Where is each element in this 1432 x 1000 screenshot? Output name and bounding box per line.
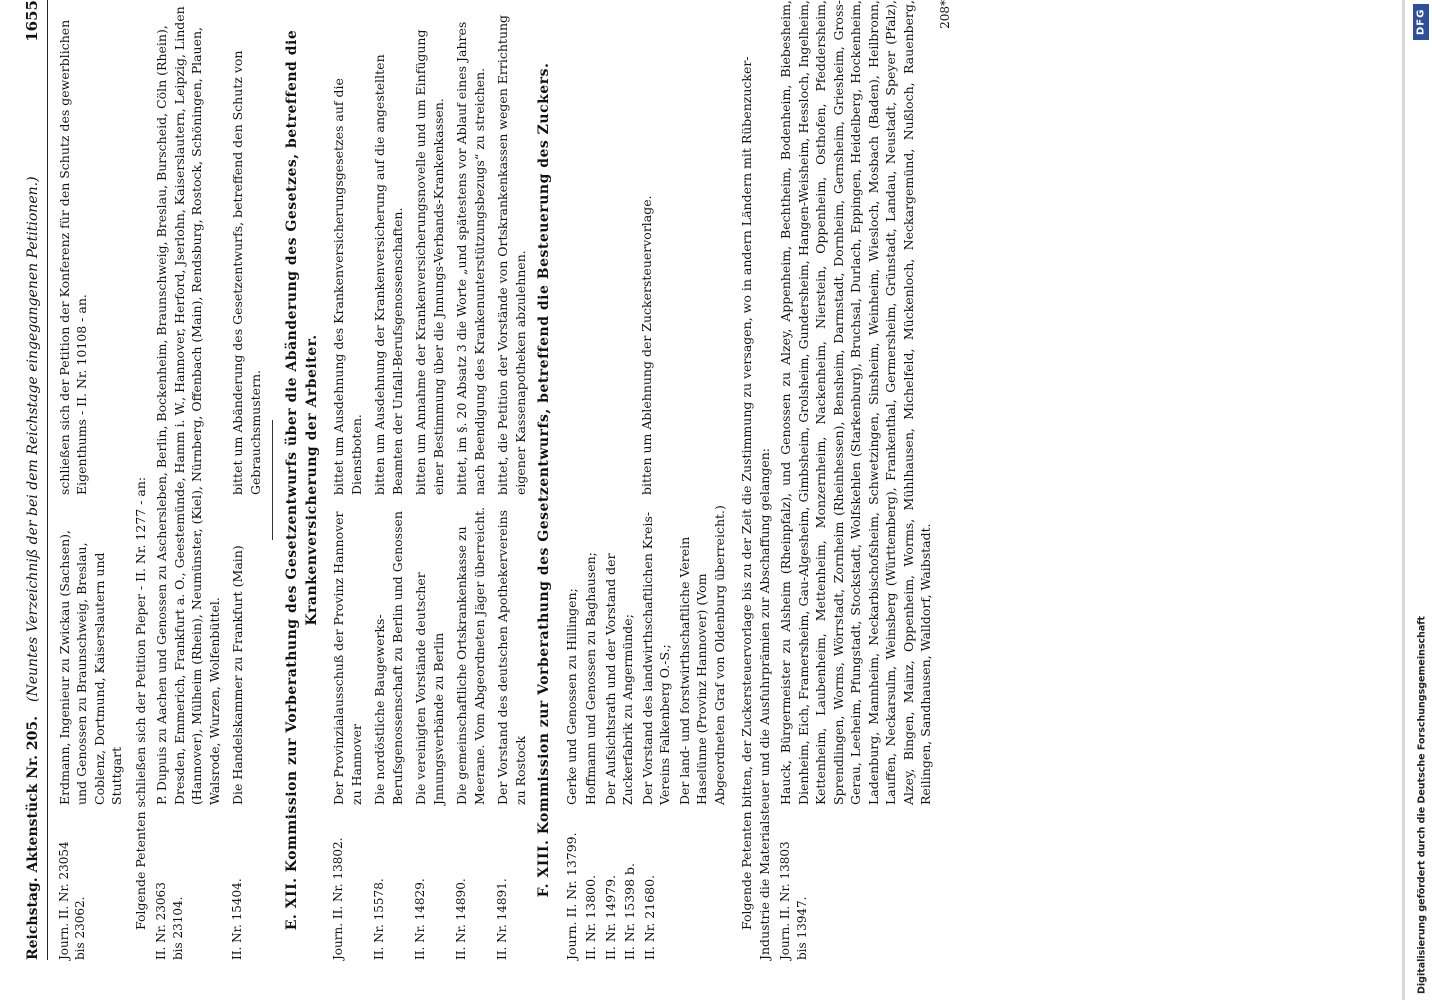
page-number: 1655 xyxy=(23,0,41,42)
journal-reference: II. Nr. 21680. xyxy=(641,874,657,960)
dfg-logo: DFG xyxy=(1413,4,1429,40)
petition-entry xyxy=(453,0,488,960)
petitioner-list xyxy=(563,505,731,805)
petition-request: bittet um Abänderung des Gesetzentwurfs, betreffend den Schutz von Gebrauchsmustern. xyxy=(230,50,263,495)
section-heading-f: F. XIII. Kommission zur Vorberathung des Gesetzentwurfs, betreffend die Besteuerung des Zuckers. xyxy=(536,62,553,898)
group-intro: Folgende Petenten schließen sich der Petition Pieper - II. Nr. 1277 - an: xyxy=(132,476,148,930)
petitioner: Der Vorstand des landwirthschaftlichen Kreis-Vereins Falkenberg O.-S.; xyxy=(639,511,673,805)
petition-request: schließen sich der Petition der Konferenz für den Schutz des gewerblichen Eigenthums - II. Nr. 10108 - an. xyxy=(56,19,90,495)
petitioner: Die vereinigten Vorstände deutscher Jnnungsverbände zu Berlin xyxy=(413,572,446,805)
journal-reference: II. Nr. 13800. xyxy=(583,874,599,960)
scan-edge xyxy=(1402,0,1405,1000)
petition-request: bittet um Ausdehnung des Krankenversicherungsgesetzes auf die Dienstboten. xyxy=(331,78,364,495)
petitioner: Der Provinzialausschuß der Provinz Hannover zu Hannover xyxy=(331,511,364,805)
petitioner: Die Handelskammer zu Frankfurt (Main) xyxy=(230,545,246,805)
journal-reference: Journ. II. Nr. 13802. xyxy=(331,837,346,960)
journal-reference: II. Nr. 14829. xyxy=(413,878,428,960)
petitioner-list: P. Dupuis zu Aachen und Genossen zu Aschersleben, Berlin, Bockenheim, Braunschweig, Breslau, Burscheid, Cöln (Rhein), Dresden, Emmerich, Frankfurt a. O., Geestemünde, Hamm i. W., Hannover, Herford, Jserlohn, Kaiserslautern, Leipzig, Linden (Hannover), Mülheim (Rhein), Neumünster, (Kiel), Nürnberg, Offenbach (Main), Rendsburg, Rostock, Schöningen, Plauen, Walsrode, Wurzen, Wolfenbüttel. xyxy=(154,6,222,805)
journal-reference: II. Nr. 14891. xyxy=(495,878,510,960)
journal-reference: II. Nr. 15404. xyxy=(230,878,245,960)
petitioner: Der Aufsichtsrath und der Vorstand der Zuckerfabrik zu Angermünde; xyxy=(602,553,636,805)
petitioner-list: Hauck, Bürgermeister zu Alsheim (Rheinpfalz), und Genossen zu Alzey, Appenheim, Bechtheim, Bodenheim, Biebesheim, Dienheim, Eich, Framersheim, Gau-Algesheim, Gimbsheim, Grolsheim, Gundersheim, Hangen-Weisheim, Hessloch, Ingelheim, Kettenheim, Laubenheim, Mettenheim, Monzernheim, Nackenheim, Nierstein, Oppenheim, Osthofen, Pfeddersheim, Sprendlingen, Worms, Wörrstadt, Zornheim (Rheinhessen), Bensheim, Darmstadt, Dornheim, Gernsheim, Griesheim, Gross-Gerau, Leeheim, Pfungstadt, Stockstadt, Wolfskehlen (Starkenburg), Bruchsal, Durlach, Eppingen, Heidelberg, Hockenheim, Ladenburg, Mannheim, Neckarbischofsheim, Schwetzingen, Sinsheim, Weinheim, Wiesloch, Mosbach (Baden), Heilbronn, Lauffen, Neckarsulm, Weinsberg (Württemberg), Frankenthal, Germersheim, Grünstadt, Landau, Neustadt, Speyer (Pfalz), Alzey, Bingen, Mainz, Oppenheim, Worms, Mühlhausen, Michelfeld, Mückenloch, Neckargemünd, Nußloch, Rauenberg, Reilingen, Sandhausen, Walldorf, Waibstadt. xyxy=(778,0,934,805)
document-subtitle: (Neuntes Verzeichniß der bei dem Reichstage eingegangenen Petitionen.) xyxy=(25,176,41,702)
petition-entry xyxy=(777,0,935,960)
journal-reference: Journ. II. Nr. 13799. xyxy=(563,832,579,960)
petition-entry xyxy=(494,0,529,960)
petition-entry xyxy=(153,0,223,960)
petition-request: bittet, die Petition der Vorstände von Ortskrankenkassen wegen Errichtung eigener Kassenapotheken abzulehnen. xyxy=(495,14,528,495)
journal-reference: Journ. II. Nr. 13803 bis 13947. xyxy=(778,841,810,960)
journal-reference: Journ. II. Nr. 23054 bis 23062. xyxy=(56,841,88,960)
running-head xyxy=(22,0,48,960)
group-intro: Folgende Petenten bitten, der Zuckersteuervorlage bis zu der Zeit die Zustimmung zu versagen, wo in andern Ländern mit Rübenzucker-Jndustrie die Materialsteuer und die Ausfuhrprämien zur Abschaffung gelangen: xyxy=(739,56,772,960)
journal-reference: II. Nr. 14979. xyxy=(602,874,618,960)
journal-reference: II. Nr. 23063 bis 23104. xyxy=(154,882,185,960)
petitioner: Der land- und forstwirthschaftliche Verein Haselünne (Provinz Hannover) (Vom Abgeordneten Graf von Oldenburg überreicht.) xyxy=(676,505,727,805)
sheet-signature: 208* xyxy=(937,0,952,29)
digitization-notice: Digitalisierung gefördert durch die Deutsche Forschungsgemeinschaft xyxy=(1416,616,1428,994)
journal-reference: II. Nr. 15398 b. xyxy=(622,862,638,960)
petition-entry xyxy=(56,0,126,960)
document-title: Reichstag. Aktenstück Nr. 205. xyxy=(25,716,41,960)
petition-request: bitten um Ausdehnung der Krankenversicherung auf die angestellten Beamten der Unfall-Berufsgenossenschaften. xyxy=(372,54,405,495)
petitioner: Der Vorstand des deutschen Apothekervereins zu Rostock xyxy=(495,509,528,805)
petition-entry xyxy=(371,0,406,960)
petition-entry xyxy=(229,0,264,960)
grouped-petitions xyxy=(563,0,731,960)
petition-request: bitten um Annahme der Krankenversicherungsnovelle und um Einfügung einer Bestimmung über die Jnnungs-Verbands-Krankenkassen. xyxy=(413,29,446,495)
petitioner: Gerke und Genossen zu Hillingen; xyxy=(563,588,579,805)
petitioner: Die gemeinschaftliche Ortskrankenkasse zu Meerane. Vom Abgeordneten Jäger überreicht. xyxy=(454,506,487,805)
petition-request: bitten um Ablehnung der Zuckersteuervorlage. xyxy=(638,195,654,495)
section-heading-e: E. XII. Kommission zur Vorberathung des Gesetzentwurfs über die Abänderung des Gesetzes, betreffend die Krankenversicherung der Arbeiter. xyxy=(284,29,320,931)
petitioner: Erdmann, Ingenieur zu Zwickau (Sachsen), und Genossen zu Braunschweig, Breslau, Coblenz, Dortmund, Kaiserslautern und Stuttgart xyxy=(56,530,125,805)
petition-entry xyxy=(330,0,365,960)
journal-reference-list xyxy=(563,815,731,960)
petitioner: Die nordöstliche Baugewerks-Berufsgenossenschaft zu Berlin und Genossen xyxy=(372,511,405,805)
petitioner: Hoffmann und Genossen zu Baghausen; xyxy=(583,552,599,805)
section-divider xyxy=(272,420,273,540)
petition-request: bittet, im §. 20 Absatz 3 die Worte „und spätestens vor Ablauf eines Jahres nach Beendigung des Krankenunterstützungsbezugs“ zu streichen. xyxy=(454,21,487,495)
journal-reference: II. Nr. 14890. xyxy=(454,878,469,960)
rotated-document-page xyxy=(22,0,1382,960)
journal-reference: II. Nr. 15578. xyxy=(372,878,387,960)
petition-entry xyxy=(412,0,447,960)
